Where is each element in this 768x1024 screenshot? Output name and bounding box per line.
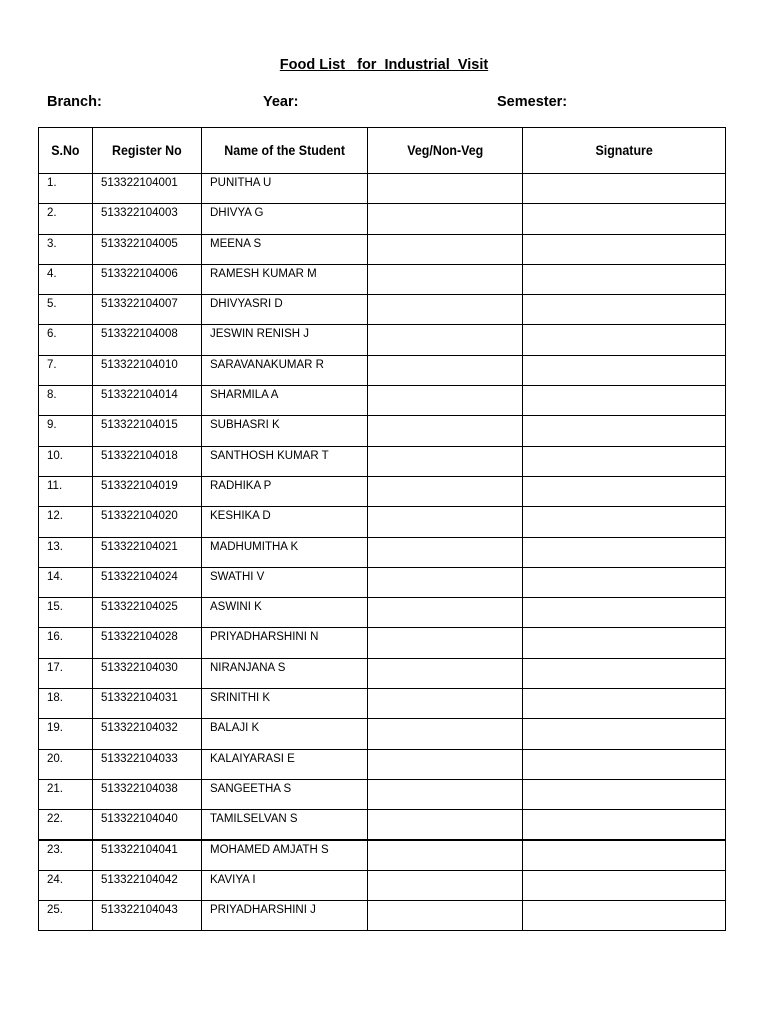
table-header-row xyxy=(39,128,726,174)
register-no-cell: 513322104032 xyxy=(93,719,202,749)
table-row xyxy=(39,901,726,931)
table-row xyxy=(39,174,726,204)
sno-cell: 17. xyxy=(39,658,93,688)
veg-non-veg-cell[interactable] xyxy=(368,901,523,931)
sno-cell: 23. xyxy=(39,840,93,870)
student-name-cell: SANGEETHA S xyxy=(202,779,368,809)
sno-cell: 19. xyxy=(39,719,93,749)
register-no-cell: 513322104040 xyxy=(93,810,202,840)
student-name-cell: BALAJI K xyxy=(202,719,368,749)
sno-cell: 1. xyxy=(39,174,93,204)
register-no-cell: 513322104041 xyxy=(93,840,202,870)
sno-cell: 3. xyxy=(39,234,93,264)
register-no-cell: 513322104007 xyxy=(93,295,202,325)
table-row xyxy=(39,598,726,628)
register-no-cell: 513322104042 xyxy=(93,870,202,900)
table-row xyxy=(39,779,726,809)
sno-cell: 11. xyxy=(39,476,93,506)
register-no-cell: 513322104019 xyxy=(93,476,202,506)
table-row xyxy=(39,810,726,840)
veg-non-veg-cell[interactable] xyxy=(368,598,523,628)
veg-non-veg-cell[interactable] xyxy=(368,174,523,204)
veg-non-veg-cell[interactable] xyxy=(368,628,523,658)
veg-non-veg-cell[interactable] xyxy=(368,476,523,506)
register-no-cell: 513322104028 xyxy=(93,628,202,658)
veg-non-veg-cell[interactable] xyxy=(368,840,523,870)
student-name-cell: PUNITHA U xyxy=(202,174,368,204)
register-no-cell: 513322104043 xyxy=(93,901,202,931)
veg-non-veg-cell[interactable] xyxy=(368,779,523,809)
sno-cell: 4. xyxy=(39,264,93,294)
signature-cell[interactable] xyxy=(523,689,726,719)
student-name-cell: PRIYADHARSHINI N xyxy=(202,628,368,658)
table-row xyxy=(39,567,726,597)
signature-cell[interactable] xyxy=(523,567,726,597)
sno-cell: 21. xyxy=(39,779,93,809)
header-signature: Signature xyxy=(523,128,726,174)
student-name-cell: TAMILSELVAN S xyxy=(202,810,368,840)
sno-cell: 12. xyxy=(39,507,93,537)
veg-non-veg-cell[interactable] xyxy=(368,204,523,234)
table-row xyxy=(39,537,726,567)
veg-non-veg-cell[interactable] xyxy=(368,234,523,264)
table-row xyxy=(39,416,726,446)
semester-label: Semester: xyxy=(497,94,568,110)
student-name-cell: ASWINI K xyxy=(202,598,368,628)
signature-cell[interactable] xyxy=(523,870,726,900)
register-no-cell: 513322104010 xyxy=(93,355,202,385)
signature-cell[interactable] xyxy=(523,658,726,688)
table-row xyxy=(39,295,726,325)
veg-non-veg-cell[interactable] xyxy=(368,567,523,597)
signature-cell[interactable] xyxy=(523,264,726,294)
signature-cell[interactable] xyxy=(523,537,726,567)
veg-non-veg-cell[interactable] xyxy=(368,416,523,446)
table-row xyxy=(39,507,726,537)
signature-cell[interactable] xyxy=(523,507,726,537)
veg-non-veg-cell[interactable] xyxy=(368,749,523,779)
table-row xyxy=(39,689,726,719)
sno-cell: 20. xyxy=(39,749,93,779)
signature-cell[interactable] xyxy=(523,901,726,931)
table-row xyxy=(39,234,726,264)
table-row xyxy=(39,355,726,385)
student-name-cell: MOHAMED AMJATH S xyxy=(202,840,368,870)
student-name-cell: SRINITHI K xyxy=(202,689,368,719)
student-name-cell: JESWIN RENISH J xyxy=(202,325,368,355)
register-no-cell: 513322104003 xyxy=(93,204,202,234)
register-no-cell: 513322104018 xyxy=(93,446,202,476)
signature-cell[interactable] xyxy=(523,446,726,476)
student-name-cell: SHARMILA A xyxy=(202,386,368,416)
register-no-cell: 513322104030 xyxy=(93,658,202,688)
register-no-cell: 513322104008 xyxy=(93,325,202,355)
veg-non-veg-cell[interactable] xyxy=(368,386,523,416)
register-no-cell: 513322104014 xyxy=(93,386,202,416)
register-no-cell: 513322104015 xyxy=(93,416,202,446)
signature-cell[interactable] xyxy=(523,779,726,809)
veg-non-veg-cell[interactable] xyxy=(368,658,523,688)
veg-non-veg-cell[interactable] xyxy=(368,507,523,537)
sno-cell: 15. xyxy=(39,598,93,628)
table-row xyxy=(39,325,726,355)
veg-non-veg-cell[interactable] xyxy=(368,719,523,749)
signature-cell[interactable] xyxy=(523,840,726,870)
veg-non-veg-cell[interactable] xyxy=(368,325,523,355)
page-title: Food List for Industrial Visit xyxy=(279,57,489,73)
sno-cell: 6. xyxy=(39,325,93,355)
student-name-cell: SUBHASRI K xyxy=(202,416,368,446)
register-no-cell: 513322104020 xyxy=(93,507,202,537)
sno-cell: 5. xyxy=(39,295,93,325)
table-row xyxy=(39,840,726,870)
register-no-cell: 513322104021 xyxy=(93,537,202,567)
sno-cell: 10. xyxy=(39,446,93,476)
veg-non-veg-cell[interactable] xyxy=(368,870,523,900)
student-name-cell: KESHIKA D xyxy=(202,507,368,537)
table-row xyxy=(39,870,726,900)
table-row xyxy=(39,749,726,779)
signature-cell[interactable] xyxy=(523,355,726,385)
veg-non-veg-cell[interactable] xyxy=(368,355,523,385)
signature-cell[interactable] xyxy=(523,719,726,749)
sno-cell: 25. xyxy=(39,901,93,931)
header-register-no: Register No xyxy=(93,128,202,174)
table-row xyxy=(39,386,726,416)
signature-cell[interactable] xyxy=(523,476,726,506)
sno-cell: 14. xyxy=(39,567,93,597)
sno-cell: 2. xyxy=(39,204,93,234)
student-name-cell: KAVIYA I xyxy=(202,870,368,900)
student-name-cell: KALAIYARASI E xyxy=(202,749,368,779)
student-name-cell: MADHUMITHA K xyxy=(202,537,368,567)
student-name-cell: DHIVYASRI D xyxy=(202,295,368,325)
food-list-table xyxy=(38,127,726,931)
table-row xyxy=(39,204,726,234)
signature-cell[interactable] xyxy=(523,810,726,840)
signature-cell[interactable] xyxy=(523,749,726,779)
signature-cell[interactable] xyxy=(523,295,726,325)
table-row xyxy=(39,264,726,294)
veg-non-veg-cell[interactable] xyxy=(368,264,523,294)
veg-non-veg-cell[interactable] xyxy=(368,295,523,325)
student-name-cell: SARAVANAKUMAR R xyxy=(202,355,368,385)
signature-cell[interactable] xyxy=(523,628,726,658)
sno-cell: 9. xyxy=(39,416,93,446)
student-name-cell: SANTHOSH KUMAR T xyxy=(202,446,368,476)
register-no-cell: 513322104038 xyxy=(93,779,202,809)
register-no-cell: 513322104024 xyxy=(93,567,202,597)
sno-cell: 8. xyxy=(39,386,93,416)
student-name-cell: DHIVYA G xyxy=(202,204,368,234)
signature-cell[interactable] xyxy=(523,325,726,355)
student-name-cell: NIRANJANA S xyxy=(202,658,368,688)
header-student-name: Name of the Student xyxy=(202,128,368,174)
table-row xyxy=(39,446,726,476)
table-row xyxy=(39,628,726,658)
sno-cell: 24. xyxy=(39,870,93,900)
signature-cell[interactable] xyxy=(523,204,726,234)
register-no-cell: 513322104001 xyxy=(93,174,202,204)
sno-cell: 22. xyxy=(39,810,93,840)
student-name-cell: PRIYADHARSHINI J xyxy=(202,901,368,931)
signature-cell[interactable] xyxy=(523,598,726,628)
signature-cell[interactable] xyxy=(523,386,726,416)
register-no-cell: 513322104033 xyxy=(93,749,202,779)
student-name-cell: MEENA S xyxy=(202,234,368,264)
signature-cell[interactable] xyxy=(523,234,726,264)
veg-non-veg-cell[interactable] xyxy=(368,689,523,719)
register-no-cell: 513322104025 xyxy=(93,598,202,628)
table-row xyxy=(39,476,726,506)
sno-cell: 16. xyxy=(39,628,93,658)
branch-label: Branch: xyxy=(47,94,102,110)
register-no-cell: 513322104005 xyxy=(93,234,202,264)
register-no-cell: 513322104006 xyxy=(93,264,202,294)
table-row xyxy=(39,719,726,749)
signature-cell[interactable] xyxy=(523,416,726,446)
table-row xyxy=(39,658,726,688)
student-name-cell: RAMESH KUMAR M xyxy=(202,264,368,294)
header-sno: S.No xyxy=(39,128,93,174)
sno-cell: 13. xyxy=(39,537,93,567)
veg-non-veg-cell[interactable] xyxy=(368,810,523,840)
sno-cell: 7. xyxy=(39,355,93,385)
veg-non-veg-cell[interactable] xyxy=(368,537,523,567)
student-name-cell: SWATHI V xyxy=(202,567,368,597)
sno-cell: 18. xyxy=(39,689,93,719)
register-no-cell: 513322104031 xyxy=(93,689,202,719)
year-label: Year: xyxy=(263,94,299,110)
signature-cell[interactable] xyxy=(523,174,726,204)
student-name-cell: RADHIKA P xyxy=(202,476,368,506)
veg-non-veg-cell[interactable] xyxy=(368,446,523,476)
header-veg-non-veg: Veg/Non-Veg xyxy=(368,128,523,174)
